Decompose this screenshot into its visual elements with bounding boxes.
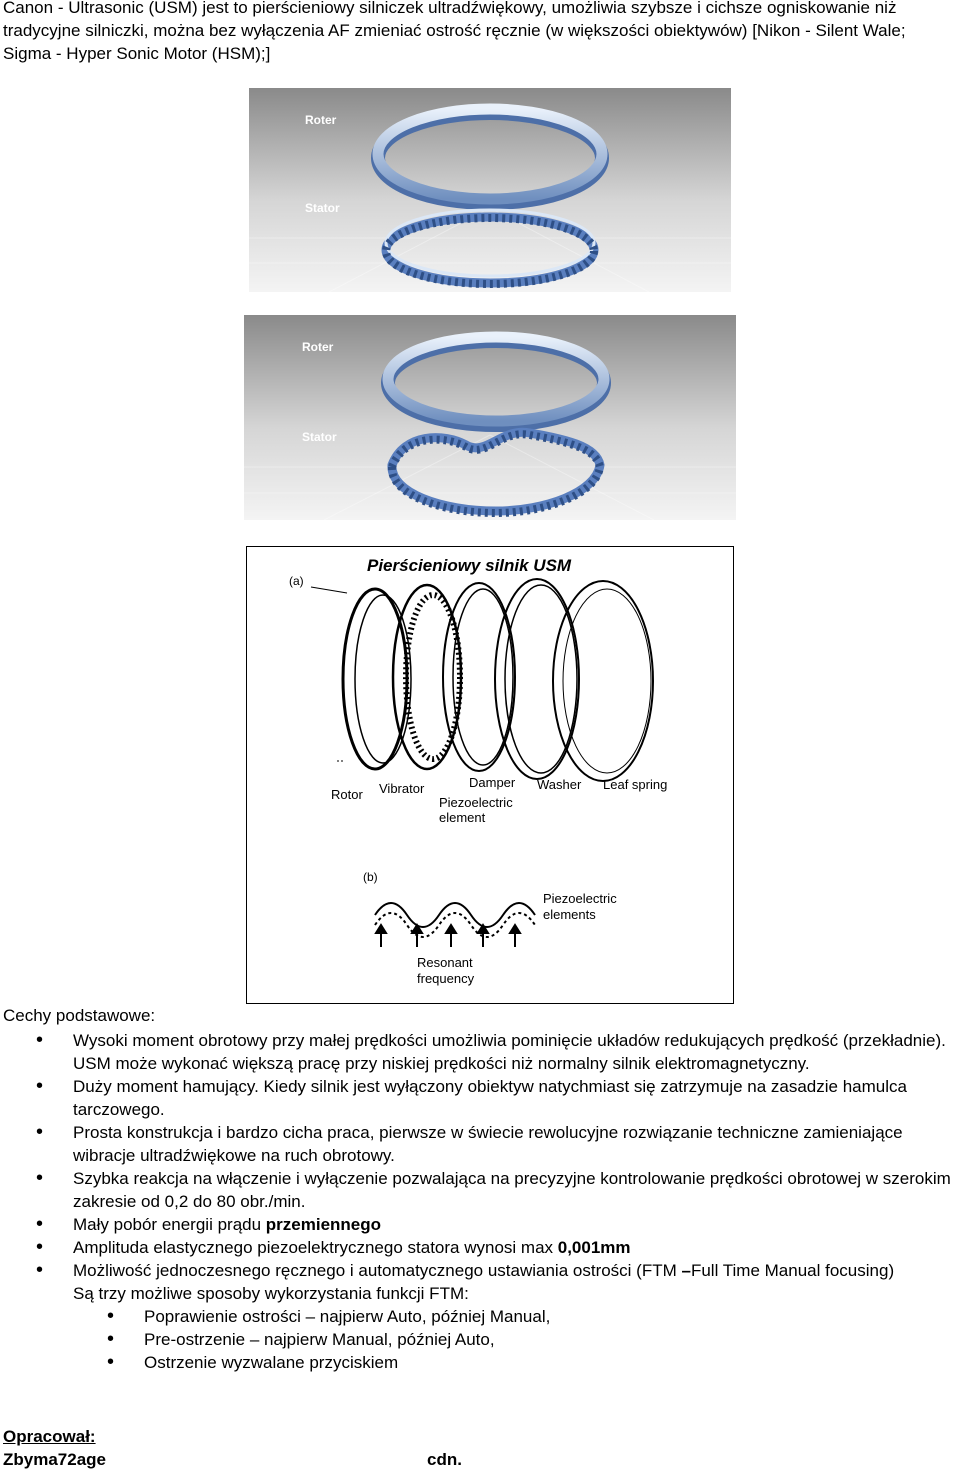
author-label: Opracował: bbox=[3, 1427, 96, 1446]
rotor-label: Roter bbox=[305, 113, 337, 127]
piezo-elements-label-2: elements bbox=[543, 907, 596, 922]
list-item bbox=[73, 1259, 958, 1374]
stator-label: Stator bbox=[302, 430, 337, 444]
ftm-modes-list bbox=[73, 1305, 958, 1374]
list-item-text: Możliwość jednoczesnego ręcznego i automatycznego ustawiania ostrości (FTM bbox=[73, 1261, 682, 1280]
stator-label: Stator bbox=[305, 201, 340, 215]
vibrator-label: Vibrator bbox=[379, 781, 425, 796]
part-a-label: (a) bbox=[289, 574, 304, 588]
ftm-note: Są trzy możliwe sposoby wykorzystania funkcji FTM: bbox=[73, 1284, 469, 1303]
intro-paragraph: Canon - Ultrasonic (USM) jest to pierścieniowy silniczek ultradźwiękowy, umożliwia szybsze i cichsze ogniskowanie niż tradycyjne silniczki, można bez wyłączenia AF zmieniać ostrość ręcznie (w większości obiektywów) [Nikon - Silent Wale; Sigma - Hyper Sonic Motor (HSM);] bbox=[3, 0, 906, 63]
usm-rotor-stator-figure bbox=[249, 88, 731, 292]
list-item-bold: przemiennego bbox=[265, 1215, 382, 1234]
rotor-label: Roter bbox=[302, 340, 334, 354]
resonant-frequency-label: Resonant bbox=[417, 955, 473, 970]
list-item: • Prosta konstrukcja i bardzo cicha praca, pierwsze w świecie rewolucyjne rozwiązanie techniczne zamieniające wibracje ultradźwiękowe na ruch obrotowy. bbox=[73, 1121, 958, 1167]
list-item bbox=[73, 1213, 958, 1236]
list-item: • Wysoki moment obrotowy przy małej prędkości umożliwia pominięcie układów redukujących prędkość (przekładnie). USM może wykonać większą pracę przy niskiej prędkości niż normalny silnik elektromagnetyczny. bbox=[73, 1029, 958, 1075]
rotor-label: Rotor bbox=[331, 787, 363, 802]
list-item-text: Full Time Manual focusing) bbox=[690, 1261, 895, 1280]
part-b-label: (b) bbox=[363, 870, 378, 884]
list-item: • Ostrzenie wyzwalane przyciskiem bbox=[144, 1351, 958, 1374]
list-item-bold: 0,001mm bbox=[557, 1238, 631, 1257]
washer-label: Washer bbox=[537, 777, 582, 792]
list-item bbox=[73, 1236, 958, 1259]
list-item: • Poprawienie ostrości – najpierw Auto, później Manual, bbox=[144, 1305, 958, 1328]
features-list bbox=[0, 1029, 958, 1374]
diagram-title: Pierścieniowy silnik USM bbox=[367, 556, 572, 575]
author-name: Zbyma72age bbox=[3, 1450, 106, 1469]
usm-wave-stator-figure bbox=[244, 315, 736, 520]
usm-exploded-diagram bbox=[246, 546, 734, 1004]
list-item: • Pre-ostrzenie – najpierw Manual, później Auto, bbox=[144, 1328, 958, 1351]
piezo-element-label: Piezoelectric bbox=[439, 795, 513, 810]
list-item: • Duży moment hamujący. Kiedy silnik jest wyłączony obiektyw natychmiast się zatrzymuje na zasadzie hamulca tarczowego. bbox=[73, 1075, 958, 1121]
piezo-element-label-2: element bbox=[439, 810, 486, 825]
section-title: Cechy podstawowe: bbox=[3, 1006, 156, 1025]
list-item: • Szybka reakcja na włączenie i wyłączenie pozwalająca na precyzyjne kontrolowanie prędkości obrotowej w szerokim zakresie od 0,2 do 80 obr./min. bbox=[73, 1167, 958, 1213]
footer-text: cdn. bbox=[427, 1450, 462, 1469]
list-item-text: Amplituda elastycznego piezoelektrycznego statora wynosi max bbox=[73, 1238, 558, 1257]
list-item-text: Mały pobór energii prądu bbox=[73, 1215, 266, 1234]
damper-label: Damper bbox=[469, 775, 516, 790]
leaf-spring-label: Leaf spring bbox=[603, 777, 668, 792]
resonant-frequency-label-2: frequency bbox=[417, 971, 475, 986]
piezo-elements-label: Piezoelectric bbox=[543, 891, 617, 906]
list-item-bold: – bbox=[681, 1261, 691, 1280]
